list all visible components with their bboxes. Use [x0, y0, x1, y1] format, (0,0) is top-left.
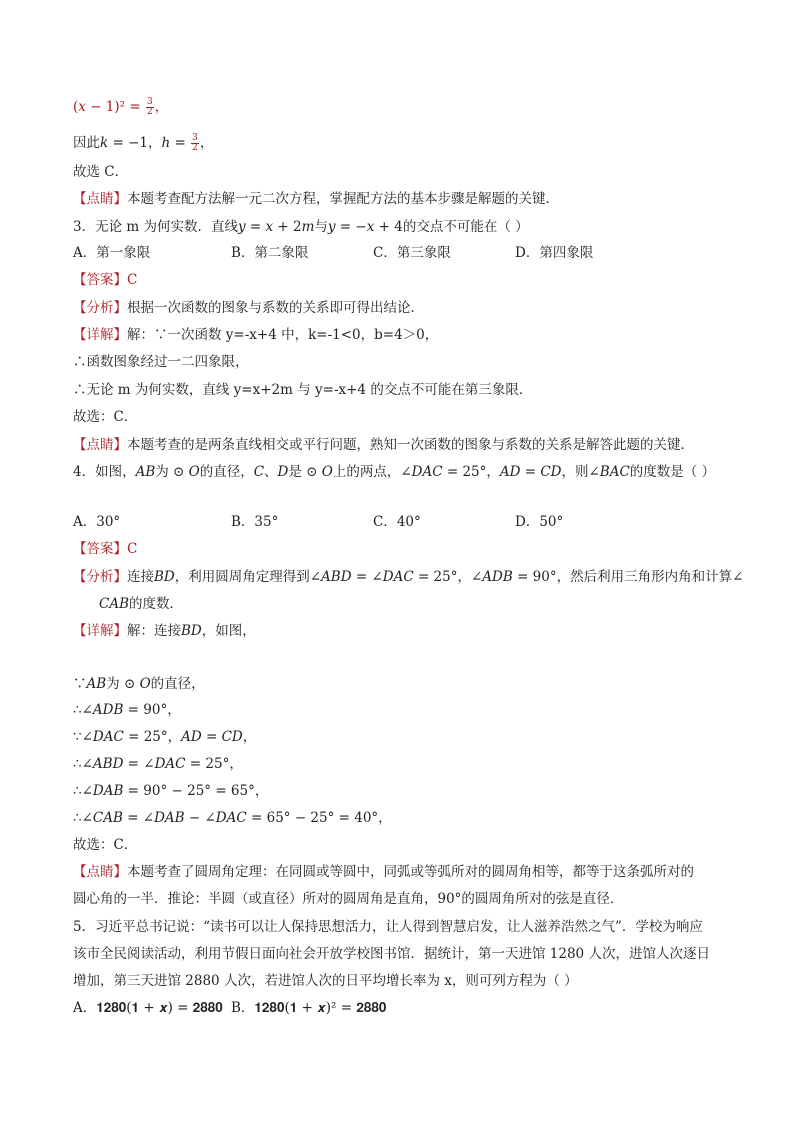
q3-detail-line: ∴函数图象经过一二四象限， — [73, 354, 249, 370]
question-3-stem: 3．无论 m 为何实数．直线𝑦 = 𝑥 + 2𝑚与𝑦 = −𝑥 + 4的交点不可能在（ ） — [73, 219, 529, 235]
q3-option-d: D．第四象限 — [515, 245, 594, 261]
q5-option-a: A．𝟏𝟐𝟖𝟎(𝟏 + 𝒙) = 𝟐𝟖𝟖𝟎 — [73, 1000, 223, 1016]
fraction: $\frac{3}{2}$ — [192, 133, 198, 153]
q4-option-c: C．40° — [373, 514, 421, 530]
q4-option-d: D．50° — [515, 514, 564, 530]
q4-step: ∴∠𝐷𝐴𝐵 = 90° − 25° = 65°， — [73, 783, 269, 799]
q3-option-b: B．第二象限 — [231, 245, 309, 261]
q4-step: ∴∠𝐴𝐵𝐷 = ∠𝐷𝐴𝐶 = 25°， — [73, 756, 243, 772]
question-4-stem: 4．如图，𝐴𝐵为 ⊙ 𝑂的直径，𝐶、𝐷是 ⊙ 𝑂上的两点，∠𝐷𝐴𝐶 = 25°，𝐴𝐷 = 𝐶𝐷，则∠𝐵𝐴𝐶的度数是（ ） — [73, 464, 716, 480]
q4-analysis-cont: 𝐶𝐴𝐵的度数． — [99, 596, 183, 612]
q3-option-a: A．第一象限 — [73, 245, 151, 261]
question-5-stem-cont: 该市全民阅读活动，利用节假日面向社会开放学校图书馆．据统计，第一天进馆 1280 人次，进馆人次逐日 — [73, 946, 710, 962]
q4-analysis: 【分析】连接𝐵𝐷，利用圆周角定理得到∠𝐴𝐵𝐷 = ∠𝐷𝐴𝐶 = 25°，∠𝐴𝐷𝐵 = 90°，然后利用三角形内角和计算∠ — [73, 569, 744, 585]
question-5-stem: 5．习近平总书记说：“读书可以让人保持思想活力，让人得到智慧启发，让人滋养浩然之气”．学校为响应 — [73, 919, 703, 935]
q4-step: 故选：C． — [73, 837, 138, 853]
choice-line: 故选 C． — [73, 164, 129, 180]
equation-text: (𝑥 − 1)² = — [73, 99, 145, 115]
result-line: 因此𝑘 = −1，ℎ = $\frac{3}{2}$ ， — [73, 133, 214, 153]
q4-answer: 【答案】C — [73, 541, 138, 557]
q4-option-b: B．35° — [231, 514, 279, 530]
q5-option-b: B．𝟏𝟐𝟖𝟎(𝟏 + 𝒙)² = 𝟐𝟖𝟖𝟎 — [231, 1000, 387, 1016]
q4-option-a: A．30° — [73, 514, 121, 530]
q4-step: ∴∠𝐶𝐴𝐵 = ∠𝐷𝐴𝐵 − ∠𝐷𝐴𝐶 = 65° − 25° = 40°， — [73, 810, 392, 826]
comment-line: 【点睛】本题考查配方法解一元二次方程，掌握配方法的基本步骤是解题的关键． — [73, 191, 559, 207]
q3-answer: 【答案】C — [73, 272, 138, 288]
equation-line: (𝑥 − 1)² = $\frac{3}{2}$ ， — [73, 97, 169, 117]
q4-step: ∵𝐴𝐵为 ⊙ 𝑂的直径， — [73, 676, 205, 692]
comment-tag: 【点睛】 — [73, 191, 127, 207]
q3-comment: 【点睛】本题考查的是两条直线相交或平行问题，熟知一次函数的图象与系数的关系是解答此题的关键． — [73, 437, 694, 453]
q4-comment-cont: 圆心角的一半．推论：半圆（或直径）所对的圆周角是直角，90°的圆周角所对的弦是直径． — [73, 891, 624, 907]
q3-detail-line: 故选：C． — [73, 409, 138, 425]
q3-analysis: 【分析】根据一次函数的图象与系数的关系即可得出结论． — [73, 300, 424, 316]
q4-step: ∴∠𝐴𝐷𝐵 = 90°， — [73, 702, 181, 718]
q4-step: ∵∠𝐷𝐴𝐶 = 25°，𝐴𝐷 = 𝐶𝐷， — [73, 729, 257, 745]
question-5-stem-cont: 增加，第三天进馆 2880 人次，若进馆人次的日平均增长率为 x，则可列方程为（ ） — [73, 973, 578, 989]
q3-detail-line: ∴无论 m 为何实数，直线 y=x+2m 与 y=-x+4 的交点不可能在第三象限． — [73, 382, 533, 398]
q3-option-c: C．第三象限 — [373, 245, 451, 261]
q4-detail: 【详解】解：连接𝐵𝐷，如图， — [73, 623, 256, 639]
fraction: $\frac{3}{2}$ — [146, 97, 153, 117]
q4-comment: 【点睛】本题考查了圆周角定理：在同圆或等圆中，同弧或等弧所对的圆周角相等，都等于这条弧所对的 — [73, 864, 694, 880]
q3-detail: 【详解】解：∵一次函数 y=-x+4 中，k=-1<0，b=4＞0， — [73, 327, 439, 343]
